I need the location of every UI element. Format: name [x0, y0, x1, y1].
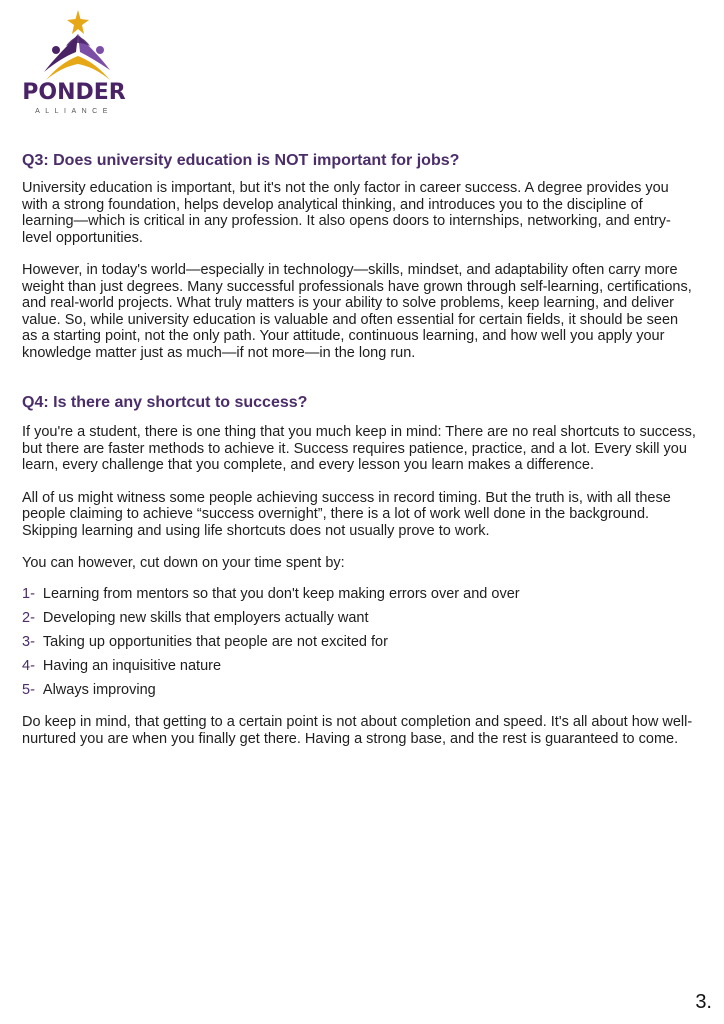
list-item: [22, 586, 697, 603]
main-content: [22, 150, 697, 747]
list-item-text: Learning from mentors so that you don't keep making errors over and over: [42, 585, 520, 602]
list-item-text: Developing new skills that employers actually want: [42, 609, 369, 626]
list-item-text: Having an inquisitive nature: [42, 657, 222, 674]
tips-list: [22, 586, 697, 699]
ponder-alliance-logo: [22, 10, 132, 116]
q4-paragraph-2: All of us might witness some people achieving success in record timing. But the truth is, with all these people claiming to achieve “success overnight”, there is a lot of work well done in the background. Skipping learning and using life shortcuts does not usually prove to work.: [22, 489, 671, 539]
list-item: [22, 634, 697, 651]
list-item-number: 4-: [22, 657, 35, 674]
list-item: [22, 658, 697, 675]
list-item-text: Always improving: [42, 681, 156, 698]
star-icon: [67, 10, 89, 34]
list-item-number: 3-: [22, 633, 35, 650]
list-item-number: 5-: [22, 681, 35, 698]
q4-heading: Q4: Is there any shortcut to success?: [22, 394, 308, 411]
q3-heading: Q3: Does university education is NOT important for jobs?: [22, 152, 460, 169]
logo-name: PONDER: [22, 80, 126, 105]
list-item-text: Taking up opportunities that people are not excited for: [42, 633, 388, 650]
logo-subtitle: ALLIANCE: [35, 108, 113, 115]
list-item: [22, 610, 697, 627]
q3-paragraph-2: However, in today's world—especially in technology—skills, mindset, and adaptability often carry more weight than just degrees. Many successful professionals have grown through self-learning, certifications, and real-world projects. What truly matters is your ability to solve problems, keep learning, and deliver value. So, while university education is valuable and often essential for certain fields, it should be seen as a starting point, not the only path. Your attitude, continuous learning, and how well you apply your knowledge matter just as much—if not more—in the long run.: [22, 262, 692, 361]
ponder-alliance-logo-icon: [36, 10, 114, 82]
page-number: 3.: [695, 991, 712, 1013]
q4-paragraph-1: If you're a student, there is one thing that you much keep in mind: There are no real shortcuts to success, but there are faster methods to achieve it. Success requires patience, practice, and a lot. Every skill you learn, every challenge that you complete, and every lesson you learn makes a difference.: [22, 424, 696, 473]
list-item: [22, 682, 697, 699]
list-item-number: 2-: [22, 609, 35, 626]
q4-paragraph-3: You can however, cut down on your time spent by:: [22, 555, 345, 571]
q3-paragraph-1: University education is important, but it's not the only factor in career success. A degree provides you with a strong foundation, helps develop analytical thinking, and introduces you to the discipline of learning—which is critical in any profession. It also opens doors to internships, networking, and entry-level opportunities.: [22, 180, 671, 246]
q4-closing-paragraph: Do keep in mind, that getting to a certain point is not about completion and speed. It's all about how well-nurtured you are when you finally get there. Having a strong base, and the rest is guaranteed to come.: [22, 714, 693, 747]
list-item-number: 1-: [22, 585, 35, 602]
